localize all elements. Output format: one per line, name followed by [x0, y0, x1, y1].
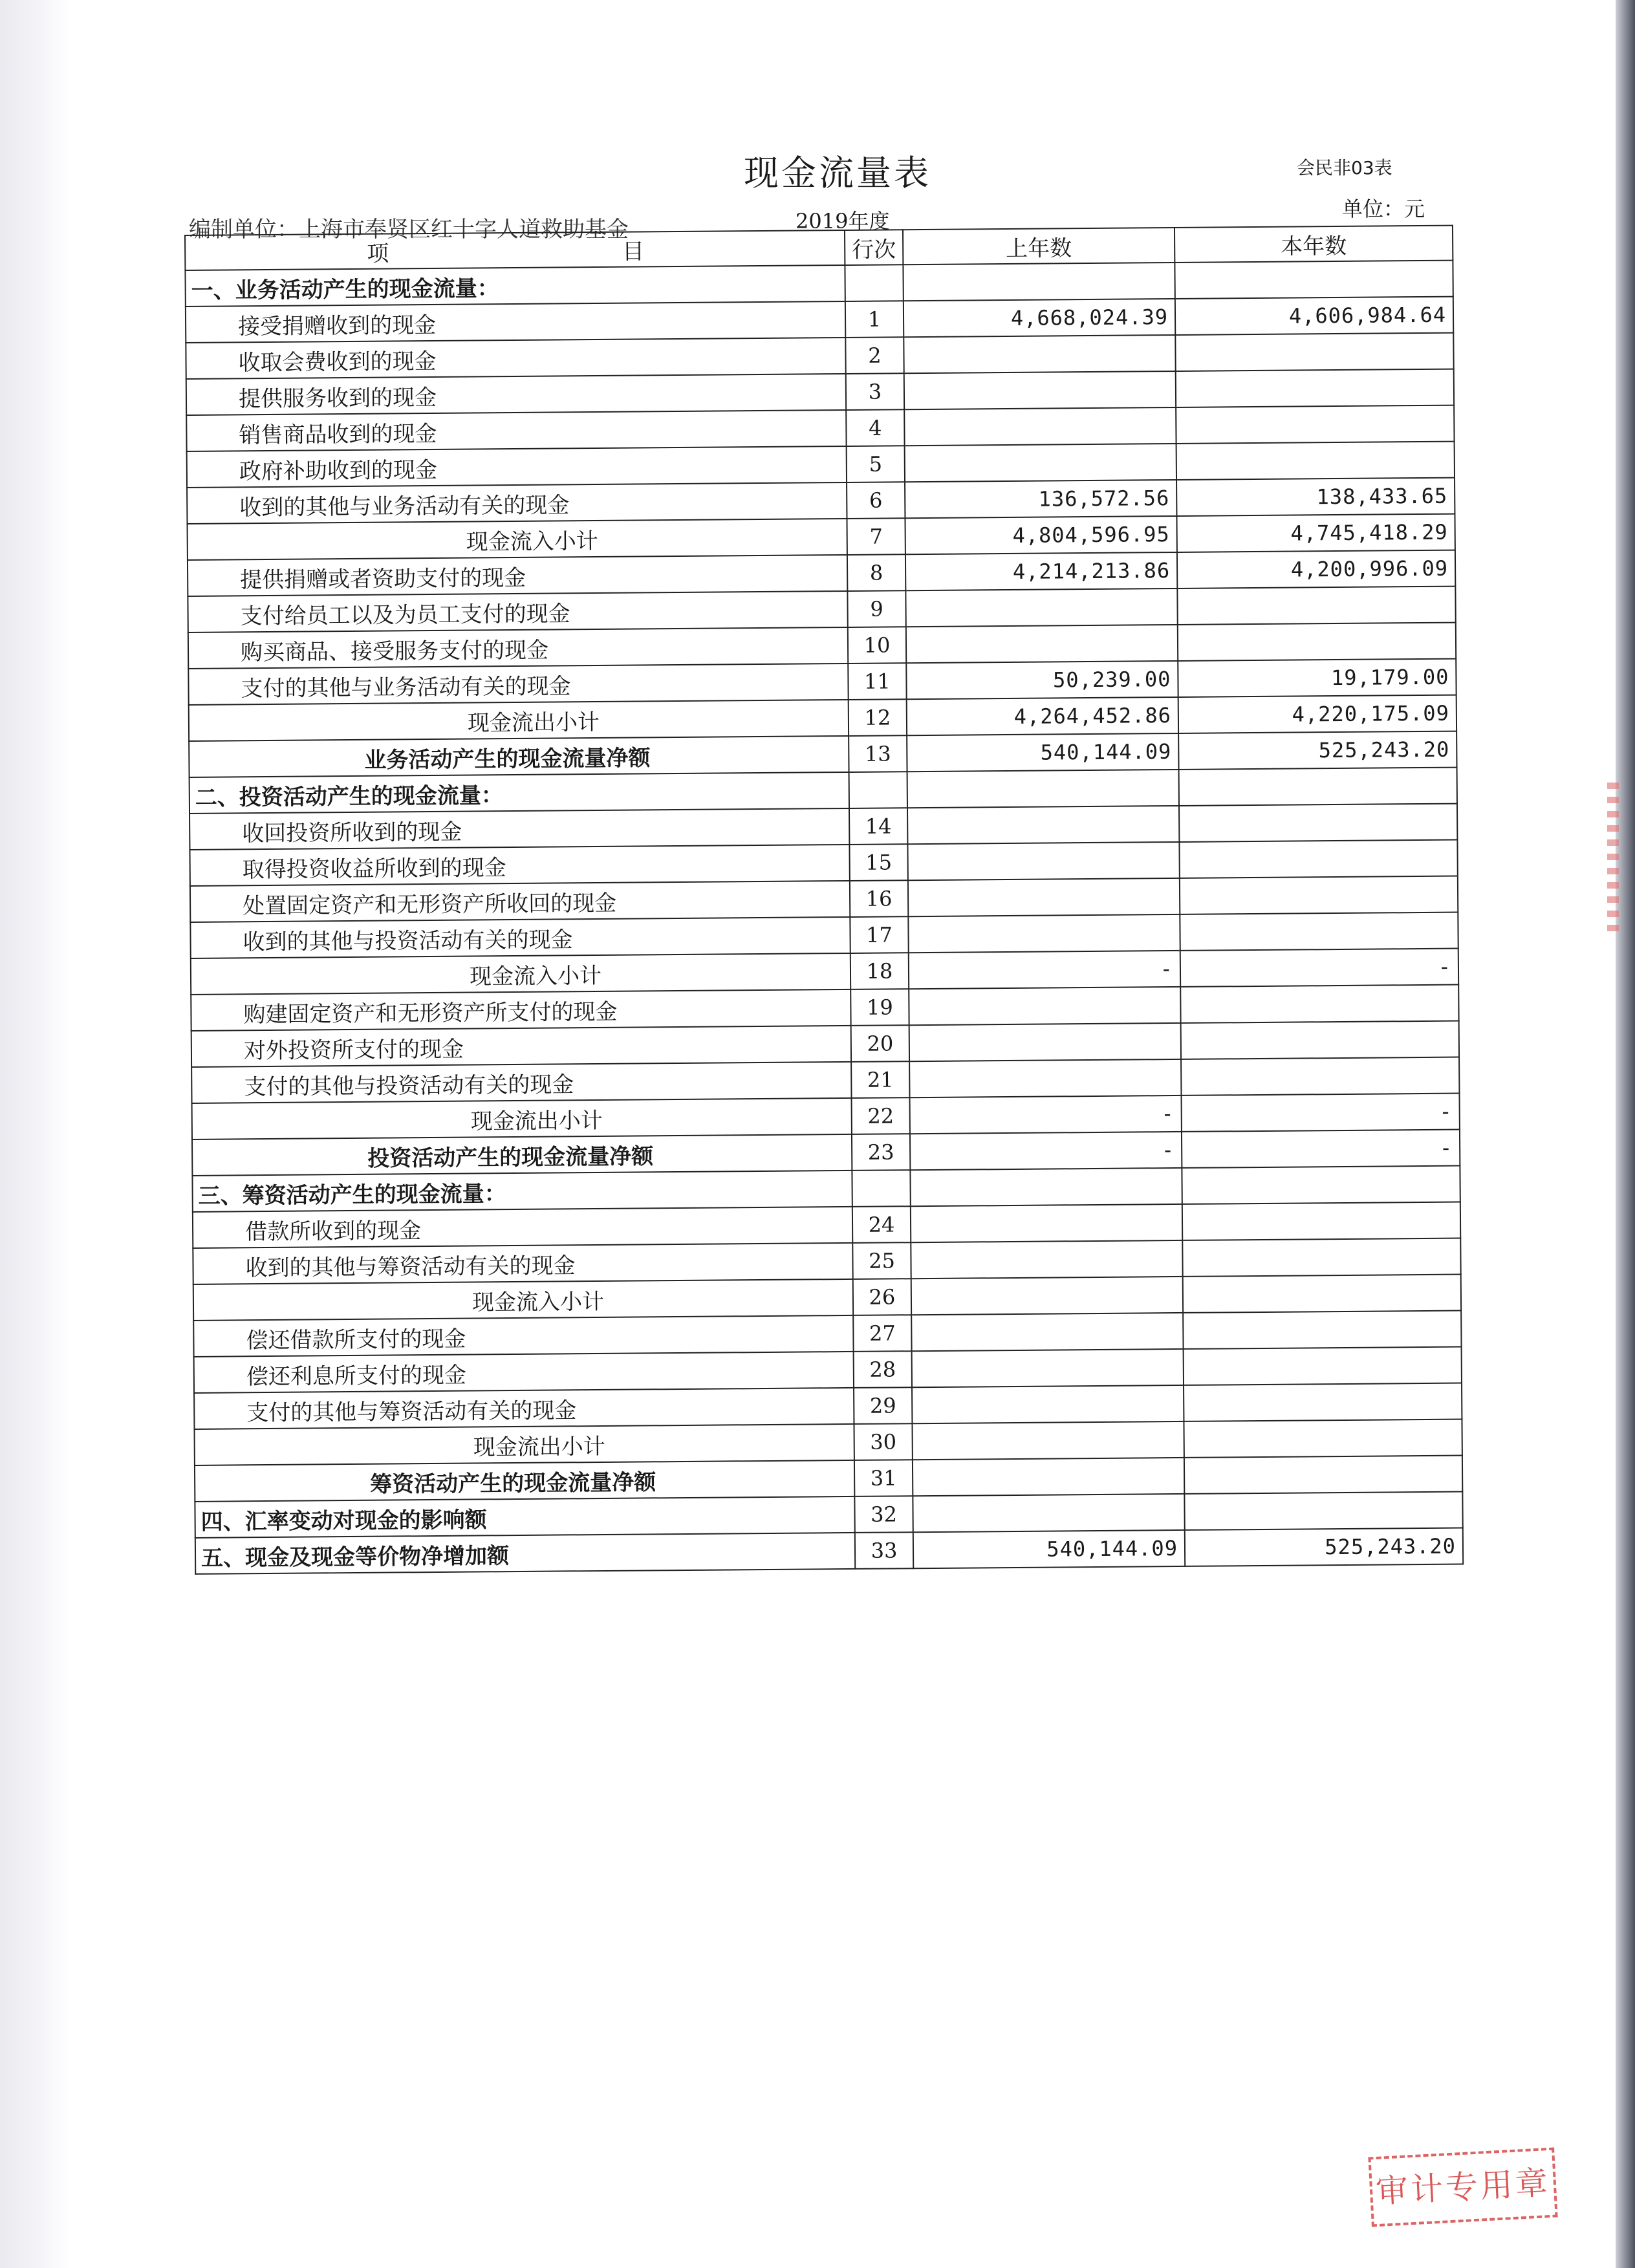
row-current-year-value: [1180, 913, 1458, 951]
row-previous-year-value: [911, 1204, 1182, 1242]
reporting-entity: 编制单位：上海市奉贤区红十字人道救助基金: [189, 217, 629, 243]
row-label: 销售商品收到的现金: [186, 410, 846, 451]
row-line-number: 29: [854, 1387, 912, 1424]
row-label: 取得投资收益所收到的现金: [189, 845, 849, 886]
table-body: [185, 261, 1463, 1574]
cash-flow-table: [184, 225, 1464, 1575]
row-line-number: 4: [846, 409, 904, 446]
row-previous-year-value: [911, 1240, 1182, 1279]
row-label: 偿还利息所支付的现金: [194, 1352, 854, 1393]
row-current-year-value: [1181, 1021, 1459, 1059]
row-current-year-value: [1183, 1275, 1461, 1313]
row-current-year-value: [1181, 1057, 1459, 1096]
row-line-number: 19: [850, 989, 909, 1026]
row-label: 支付的其他与投资活动有关的现金: [191, 1062, 851, 1103]
row-line-number: 1: [845, 301, 904, 338]
row-current-year-value: 525,243.20: [1185, 1528, 1463, 1566]
column-header-item: [185, 230, 845, 270]
row-previous-year-value: [908, 878, 1180, 916]
row-label: 现金流入小计: [188, 519, 847, 560]
row-current-year-value: [1175, 333, 1453, 371]
row-line-number: 27: [853, 1315, 911, 1352]
row-line-number: 12: [849, 699, 907, 736]
row-label: 政府补助收到的现金: [187, 446, 847, 488]
row-current-year-value: [1178, 623, 1456, 661]
column-header-line: 行次: [845, 230, 903, 265]
row-line-number: 22: [852, 1097, 910, 1134]
column-header-current-year: 本年数: [1175, 226, 1453, 263]
row-label: 四、汇率变动对现金的影响额: [195, 1496, 854, 1538]
row-label: 提供服务收到的现金: [186, 374, 846, 415]
row-label: 现金流出小计: [189, 700, 849, 741]
row-previous-year-value: [910, 1168, 1182, 1206]
row-line-number: 25: [852, 1242, 911, 1279]
stamp-bleed-mark: [1607, 783, 1619, 938]
row-current-year-value: -: [1182, 1130, 1460, 1168]
row-line-number: 20: [851, 1025, 909, 1062]
row-label: 现金流出小计: [195, 1424, 854, 1465]
row-label: 三、筹资活动产生的现金流量：: [192, 1171, 852, 1212]
row-line-number: [845, 265, 903, 301]
row-line-number: 24: [852, 1206, 911, 1243]
row-current-year-value: [1184, 1456, 1462, 1494]
row-label: 投资活动产生的现金流量净额: [192, 1134, 852, 1176]
row-previous-year-value: -: [910, 1096, 1182, 1134]
row-label: 收回投资所收到的现金: [189, 808, 849, 850]
row-line-number: 17: [850, 916, 908, 953]
row-previous-year-value: [904, 371, 1176, 409]
row-current-year-value: [1184, 1383, 1462, 1421]
row-previous-year-value: [906, 625, 1178, 663]
row-label: 筹资活动产生的现金流量净额: [195, 1460, 854, 1502]
form-number: 会民非03表: [1297, 157, 1392, 178]
row-line-number: 23: [852, 1134, 910, 1171]
row-previous-year-value: -: [910, 1132, 1182, 1170]
row-previous-year-value: [907, 806, 1179, 844]
row-line-number: 14: [849, 808, 907, 845]
row-label: 收到的其他与筹资活动有关的现金: [193, 1243, 852, 1284]
row-label: 二、投资活动产生的现金流量：: [189, 772, 849, 814]
row-current-year-value: [1176, 405, 1454, 444]
row-label: 对外投资所支付的现金: [191, 1026, 851, 1067]
row-line-number: 15: [849, 844, 907, 881]
row-previous-year-value: [907, 770, 1179, 808]
row-previous-year-value: [905, 589, 1177, 627]
row-previous-year-value: [905, 444, 1176, 482]
row-label: 接受捐赠收到的现金: [186, 301, 845, 343]
row-label: 购建固定资产和无形资产所支付的现金: [191, 989, 850, 1031]
row-previous-year-value: -: [909, 951, 1180, 989]
row-label: 现金流出小计: [192, 1098, 852, 1139]
row-current-year-value: [1180, 876, 1458, 914]
row-current-year-value: [1179, 804, 1457, 842]
currency-unit: 单位：元: [1342, 197, 1425, 221]
scan-left-edge: [0, 0, 71, 2268]
scan-right-edge: [1616, 0, 1635, 2268]
row-line-number: 6: [847, 482, 905, 519]
row-current-year-value: [1184, 1347, 1462, 1385]
row-label: 购买商品、接受服务支付的现金: [188, 627, 848, 669]
row-line-number: 33: [855, 1532, 913, 1569]
row-current-year-value: [1183, 1311, 1461, 1349]
column-header-previous-year: 上年数: [903, 228, 1175, 265]
row-current-year-value: [1184, 1492, 1462, 1530]
row-previous-year-value: 540,144.09: [907, 733, 1178, 772]
row-label: 偿还借款所支付的现金: [193, 1315, 853, 1357]
row-line-number: 2: [845, 337, 904, 374]
row-line-number: 30: [854, 1423, 912, 1460]
row-current-year-value: 4,606,984.64: [1175, 297, 1453, 335]
row-label: 业务活动产生的现金流量净额: [189, 736, 849, 777]
row-label: 支付的其他与业务活动有关的现金: [188, 664, 848, 705]
row-current-year-value: 4,220,175.09: [1178, 695, 1456, 733]
row-previous-year-value: [913, 1458, 1184, 1496]
row-line-number: 32: [854, 1496, 913, 1533]
row-current-year-value: -: [1182, 1094, 1460, 1132]
row-label: 借款所收到的现金: [193, 1207, 852, 1248]
row-previous-year-value: [909, 987, 1180, 1025]
row-line-number: 13: [849, 735, 907, 772]
row-label: 处置固定资产和无形资产所收回的现金: [190, 881, 850, 922]
row-current-year-value: 4,745,418.29: [1176, 514, 1455, 552]
row-label: 一、业务活动产生的现金流量：: [185, 265, 845, 307]
row-label: 支付的其他与筹资活动有关的现金: [194, 1388, 854, 1429]
column-header-item-b: 目: [622, 238, 645, 265]
row-previous-year-value: [911, 1313, 1183, 1351]
row-current-year-value: [1184, 1420, 1462, 1458]
row-current-year-value: 4,200,996.09: [1177, 550, 1455, 589]
row-previous-year-value: 540,144.09: [913, 1530, 1185, 1568]
row-previous-year-value: 4,214,213.86: [905, 552, 1177, 590]
row-current-year-value: [1179, 768, 1457, 806]
row-line-number: 21: [851, 1061, 909, 1098]
audit-stamp: 审计专用章: [1368, 2148, 1557, 2227]
row-previous-year-value: [909, 1023, 1181, 1061]
row-current-year-value: -: [1180, 949, 1458, 987]
row-previous-year-value: [909, 1059, 1181, 1097]
fiscal-year: 2019年度: [796, 209, 890, 233]
row-line-number: 31: [854, 1460, 913, 1496]
row-previous-year-value: [908, 914, 1180, 953]
row-label: 提供捐赠或者资助支付的现金: [188, 555, 847, 596]
row-label: 五、现金及现金等价物净增加额: [195, 1533, 855, 1574]
row-line-number: [849, 772, 907, 808]
row-current-year-value: 525,243.20: [1178, 731, 1456, 770]
row-current-year-value: [1180, 985, 1458, 1023]
row-label: 收到的其他与业务活动有关的现金: [187, 482, 847, 524]
row-current-year-value: [1182, 1238, 1460, 1277]
row-current-year-value: 138,433.65: [1176, 478, 1455, 516]
row-line-number: 16: [850, 880, 908, 917]
row-label: 现金流入小计: [193, 1279, 853, 1321]
row-current-year-value: [1176, 369, 1454, 407]
row-previous-year-value: [913, 1494, 1184, 1532]
row-previous-year-value: [903, 263, 1175, 301]
column-header-item-a: 项: [367, 241, 389, 267]
row-previous-year-value: [911, 1277, 1183, 1315]
row-previous-year-value: [904, 407, 1176, 446]
row-line-number: 18: [850, 953, 909, 989]
row-previous-year-value: 4,804,596.95: [905, 516, 1176, 554]
row-line-number: 5: [847, 446, 905, 482]
row-previous-year-value: [912, 1349, 1184, 1387]
row-line-number: 11: [848, 663, 906, 700]
row-line-number: 28: [854, 1351, 912, 1388]
row-current-year-value: 19,179.00: [1178, 659, 1456, 697]
row-line-number: 3: [846, 373, 904, 410]
row-current-year-value: [1179, 840, 1457, 878]
row-previous-year-value: 50,239.00: [906, 661, 1178, 699]
row-current-year-value: [1177, 587, 1455, 625]
row-line-number: 7: [847, 518, 905, 555]
row-previous-year-value: 4,264,452.86: [907, 697, 1178, 735]
row-previous-year-value: 136,572.56: [905, 480, 1176, 518]
row-label: 现金流入小计: [191, 953, 850, 995]
row-label: 收取会费收到的现金: [186, 338, 845, 379]
page-title: 现金流量表: [744, 153, 931, 193]
row-label: 收到的其他与投资活动有关的现金: [190, 917, 850, 958]
row-previous-year-value: [904, 335, 1175, 373]
row-line-number: 26: [853, 1279, 911, 1315]
row-current-year-value: [1182, 1202, 1460, 1240]
row-previous-year-value: [907, 842, 1179, 880]
row-line-number: 10: [848, 627, 906, 664]
row-previous-year-value: 4,668,024.39: [904, 299, 1175, 337]
row-previous-year-value: [912, 1421, 1184, 1460]
row-current-year-value: [1182, 1166, 1460, 1204]
row-current-year-value: [1176, 442, 1455, 480]
row-current-year-value: [1175, 261, 1453, 299]
row-line-number: [852, 1170, 910, 1207]
row-line-number: 9: [847, 590, 905, 627]
row-label: 支付给员工以及为员工支付的现金: [188, 591, 847, 632]
row-line-number: 8: [847, 554, 905, 591]
row-previous-year-value: [912, 1385, 1184, 1423]
